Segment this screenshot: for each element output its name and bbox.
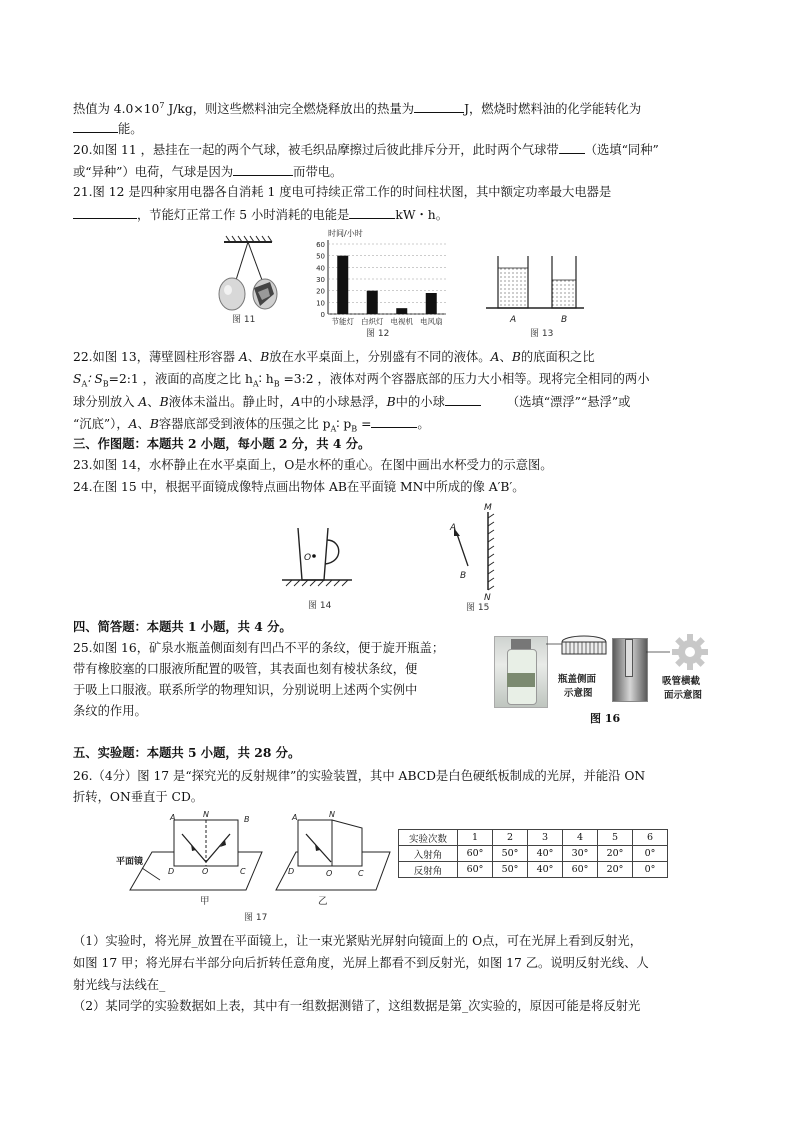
y-tick-label: 40 — [316, 264, 325, 273]
figure-11-balloons — [208, 232, 288, 324]
fig17-pt-c: C — [240, 867, 246, 876]
figure-11-caption: 图 11 — [232, 315, 256, 324]
mirror-m-label: M — [484, 503, 492, 513]
x-tick-label: 节能灯 — [331, 317, 354, 326]
bottle-photo — [494, 636, 548, 708]
table-cell: 60° — [458, 846, 493, 862]
straw-label-1: 吸管横截 — [662, 676, 701, 687]
cap-label-2: 示意图 — [564, 688, 593, 699]
mirror-n-label: N — [484, 593, 491, 603]
figure-15-mirror — [440, 500, 510, 612]
blank[interactable] — [559, 141, 585, 154]
q26-p1-line1: （1）实验时，将光屏_放置在平面镜上，让一束光紧贴光屏射向镜面上的 O点，可在光屏上看到反射光， — [73, 934, 643, 948]
blank[interactable] — [445, 393, 481, 406]
figure-13-containers — [484, 252, 588, 338]
figure-17-caption: 图 17 — [244, 913, 268, 923]
fig17b-pt-c: C — [358, 869, 364, 878]
container-b-label: B — [561, 315, 568, 325]
bar — [396, 308, 407, 314]
q19-line2: 能。 — [73, 120, 143, 137]
section-4-title: 四、简答题：本题共 1 小题，共 4 分。 — [73, 619, 292, 634]
fig17-pt-d: D — [168, 867, 175, 876]
table-cell: 60° — [563, 862, 598, 878]
blank[interactable] — [349, 206, 395, 219]
q26-p1-line2: 如图 17 甲；将光屏右半部分向后折转任意角度，光屏上都看不到反射光，如图 17 乙。说明反射光线、人 — [73, 956, 649, 970]
object-b-label: B — [460, 571, 467, 581]
table-cell: 50° — [493, 862, 528, 878]
fig17-mirror-label: 平面镜 — [116, 857, 144, 867]
x-tick-label: 电视机 — [390, 317, 413, 326]
q22-line1: 22.如图 13，薄壁圆柱形容器 A、B放在水平桌面上，分别盛有不同的液体。A、B的底面积之比 — [73, 350, 595, 364]
blank[interactable] — [73, 120, 118, 133]
table-cell: 20° — [598, 862, 633, 878]
table-cell: 40° — [528, 862, 563, 878]
figure-16-caption: 图 16 — [590, 712, 621, 725]
container-a-label: A — [510, 315, 517, 325]
figure-17 — [112, 808, 392, 924]
table-row — [399, 862, 668, 878]
y-tick-label: 50 — [316, 252, 325, 261]
q20-line2: 或“异种”）电荷，气球是因为 而带电。 — [73, 165, 343, 179]
fig17b-pt-o: O — [326, 869, 333, 878]
q26-line2: 折转，ON垂直于 CD。 — [73, 790, 204, 804]
vial-photo — [612, 638, 648, 702]
fig17-pt-b: B — [244, 815, 250, 824]
y-tick-label: 30 — [316, 276, 325, 284]
figure-12-bar-chart — [308, 226, 458, 340]
table-cell: 60° — [458, 862, 493, 878]
x-tick-label: 电风扇 — [420, 317, 443, 326]
figure-14-cup — [278, 520, 368, 612]
y-tick-label: 20 — [316, 287, 325, 296]
q25-line1: 25.如图 16，矿泉水瓶盖侧面刻有凹凸不平的条纹，便于旋开瓶盖； — [73, 641, 445, 655]
y-tick-label: 10 — [316, 299, 325, 308]
bar — [337, 256, 348, 314]
q21-line1: 21.图 12 是四种家用电器各自消耗 1 度电可持续正常工作的时间柱状图，其中额定功率最大电器是 — [73, 185, 612, 199]
q21-line2: ，节能灯正常工作 5 小时消耗的电能是 kW・h。 — [73, 206, 448, 223]
figure-16 — [494, 630, 720, 726]
section-3-title: 三、作图题：本题共 2 小题，每小题 2 分，共 4 分。 — [73, 436, 371, 451]
fig17-jia: 甲 — [200, 896, 210, 907]
q22-line4: “沉底”），A、B容器底部受到液体的压强之比 $p_A∶$ $p_B$ = 。 — [73, 417, 430, 434]
table-cell: 0° — [633, 846, 668, 862]
q24: 24.在图 15 中，根据平面镜成像特点画出物体 AB在平面镜 MN中所成的像 A′B′。 — [73, 480, 525, 494]
table-cell: 20° — [598, 846, 633, 862]
cup-center-o: O — [304, 553, 312, 563]
fig17-yi: 乙 — [318, 896, 328, 907]
table-cell: 0° — [633, 862, 668, 878]
straw-cross-section-diagram — [646, 630, 720, 710]
cap-side-diagram — [546, 630, 610, 710]
blank[interactable] — [233, 163, 293, 176]
object-a-label: A — [450, 523, 457, 533]
table-row — [399, 846, 668, 862]
straw-label-2: 面示意图 — [664, 690, 703, 701]
fig17-pt-o: O — [202, 867, 209, 876]
q25-line2: 带有橡胶塞的口服液所配置的吸管，其表面也刻有棱状条纹，便 — [73, 662, 418, 676]
table-cell: 50° — [493, 846, 528, 862]
table-cell: 6 — [633, 830, 668, 846]
table-cell: 4 — [563, 830, 598, 846]
table-cell: 反射角 — [399, 862, 458, 878]
q25-line3: 于吸上口服液。联系所学的物理知识，分别说明上述两个实例中 — [73, 683, 418, 697]
figure-12-caption: 图 12 — [366, 329, 390, 339]
table-header-row — [399, 830, 668, 846]
q23: 23.如图 14，水杯静止在水平桌面上，O是水杯的重心。在图中画出水杯受力的示意图。 — [73, 458, 553, 472]
blank[interactable] — [371, 415, 417, 428]
q20-line1: 20.如图 11 ，悬挂在一起的两个气球，被毛织品摩擦过后彼此排斥分开，此时两个气球带 （选填“同种” — [73, 143, 659, 157]
table-cell: 5 — [598, 830, 633, 846]
table-cell: 2 — [493, 830, 528, 846]
q22-line2: $S_A∶$ $S_B=2:1$ ，液面的高度之比 $h_A∶$ $h_B$ =3:2 ，液体对两个容器底部的压力大小相等。现将完全相同的两小 — [73, 372, 650, 389]
blank[interactable] — [414, 100, 464, 113]
fig17b-pt-d: D — [288, 867, 295, 876]
q25-line4: 条纹的作用。 — [73, 704, 147, 718]
y-tick-label: 60 — [316, 241, 325, 249]
y-tick-label: 0 — [320, 311, 325, 319]
table-cell: 40° — [528, 846, 563, 862]
x-tick-label: 白炽灯 — [361, 317, 384, 326]
bar — [426, 293, 437, 314]
fig17-pt-a: A — [170, 813, 176, 822]
q26-p2-line1: （2）某同学的实验数据如上表，其中有一组数据测错了，这组数据是第_次实验的，原因可能是将反射光 — [73, 999, 641, 1013]
figure-14-caption: 图 14 — [308, 601, 332, 611]
q19-line1: 热值为 $4.0\times 10^7$ J/kg，则这些燃料油完全燃烧释放出的热量为 J，燃烧时燃料油的化学能转化为 — [73, 101, 642, 117]
table-cell: 入射角 — [399, 846, 458, 862]
figure-13-caption: 图 13 — [530, 329, 554, 338]
table-cell: 30° — [563, 846, 598, 862]
bar — [367, 291, 378, 314]
experiment-table — [398, 829, 668, 878]
table-cell: 实验次数 — [399, 830, 458, 846]
blank[interactable] — [73, 206, 137, 219]
fig17-pt-n: N — [203, 810, 209, 819]
chart-title: 时间/小时 — [328, 229, 363, 238]
table-cell: 3 — [528, 830, 563, 846]
cap-label-1: 瓶盖侧面 — [558, 674, 597, 685]
fig17b-pt-a: A — [292, 813, 298, 822]
table-cell: 1 — [458, 830, 493, 846]
q22-line3: 球分别放入 A、B液体未溢出。静止时，A中的小球悬浮，B中的小球 （选填“漂浮”“悬浮”或 — [73, 395, 631, 409]
fig17b-pt-n: N — [329, 810, 335, 819]
q26-p1-line3: 射光线与法线在_ — [73, 978, 166, 992]
figure-15-caption: 图 15 — [466, 603, 490, 612]
q26-line1: 26.（4分）图 17 是“探究光的反射规律”的实验装置，其中 ABCD是白色硬纸板制成的光屏，并能沿 ON — [73, 769, 646, 783]
section-5-title: 五、实验题：本题共 5 小题，共 28 分。 — [73, 745, 301, 760]
